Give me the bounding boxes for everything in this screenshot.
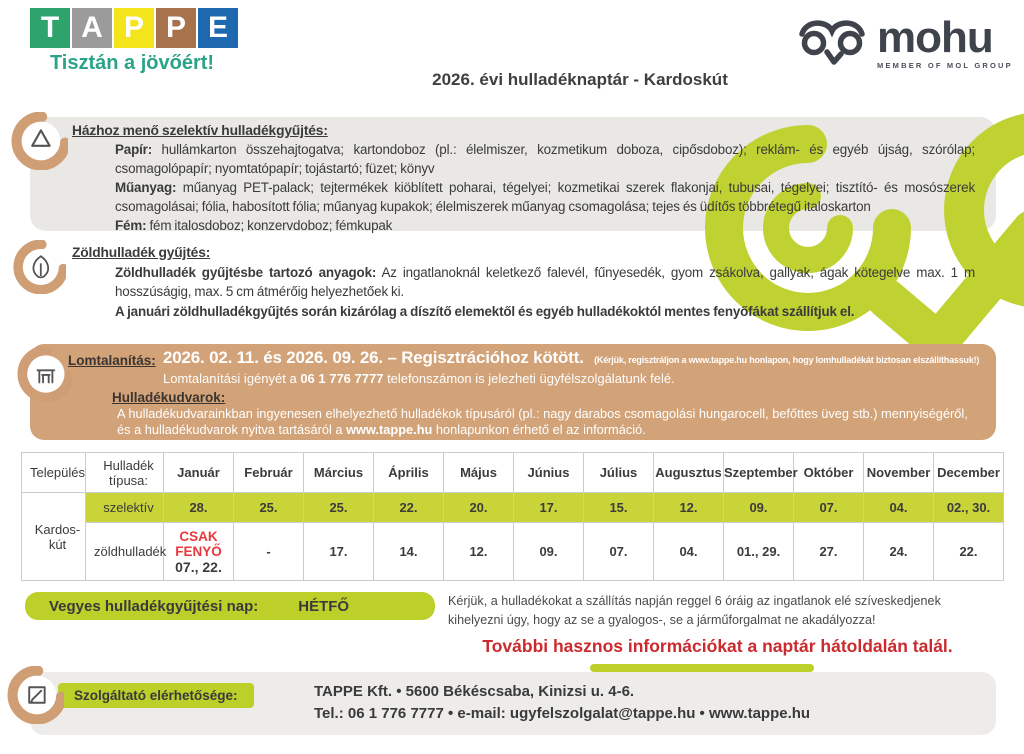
mixed-waste-day: HÉTFŐ — [298, 597, 350, 615]
date-cell: 25. — [234, 493, 304, 523]
table-header-row — [22, 453, 1004, 493]
website-text: www.tappe.hu — [346, 422, 433, 437]
date-cell: 22. — [374, 493, 444, 523]
more-info-text: További hasznos információkat a naptár hátoldalán talál. — [482, 636, 953, 656]
date-cell: 22. — [934, 523, 1004, 581]
recycle-icon — [10, 112, 68, 170]
contact-pencil-icon — [6, 666, 64, 724]
date-cell: 04. — [864, 493, 934, 523]
greenwaste-title: Zöldhulladék gyűjtés: — [72, 245, 211, 260]
bulky-dates: 2026. 02. 11. és 2026. 09. 26. – Regisztrációhoz kötött. — [163, 348, 584, 367]
date-cell: 25. — [304, 493, 374, 523]
yards-label: Hulladékudvarok: — [112, 390, 226, 405]
greenwaste-section — [72, 243, 977, 321]
waste-type-cell: szelektív — [86, 493, 164, 523]
logo-letter-p1: P — [114, 8, 154, 48]
contact-badge — [6, 666, 64, 729]
owl-logo-icon — [797, 16, 867, 71]
date-cell: 12. — [654, 493, 724, 523]
selective-title: Házhoz menő szelektív hulladékgyűjtés: — [72, 123, 328, 138]
month-header: Augusztus — [654, 453, 724, 493]
month-header: Július — [584, 453, 654, 493]
bulky-dates-note: (Kérjük, regisztráljon a www.tappe.hu honlapon, hogy lomhulladékát biztosan elszállíthassuk!) — [594, 355, 980, 365]
mohu-wordmark: mohu — [877, 12, 993, 62]
bulky-label: Lomtalanítás: — [68, 353, 156, 368]
bulky-claim-line: Lomtalanítási igényét a 06 1 776 7777 telefonszámon is jelezheti ügyfélszolgálatunk felé. — [163, 371, 675, 386]
provider-address: TAPPE Kft. • 5600 Békéscsaba, Kinizsi u. 4-6. — [314, 683, 635, 700]
phone-number: 06 1 776 7777 — [300, 371, 384, 386]
mohu-logo — [797, 12, 1013, 71]
selective-row — [22, 493, 1004, 523]
bulky-waste-badge — [16, 346, 72, 407]
placement-notice: Kérjük, a hulladékokat a szállítás napján reggel 6 óráig az ingatlanok elé szíveskedjenek kihelyezni úgy, hogy az se a gyalogos-, se a járműforgalmat ne akadályozza! — [448, 594, 941, 627]
date-cell: 12. — [444, 523, 514, 581]
provider-contacts: Tel.: 06 1 776 7777 • e-mail: ugyfelszolgalat@tappe.hu • www.tappe.hu — [314, 705, 811, 722]
date-cell: 24. — [864, 523, 934, 581]
col-header-settlement: Település — [22, 453, 86, 493]
logo-letter-t: T — [30, 8, 70, 48]
logo-letter-e: E — [198, 8, 238, 48]
selective-section — [72, 121, 977, 235]
green-accent-strip — [590, 664, 814, 672]
date-cell: 17. — [304, 523, 374, 581]
yards-line2: és a hulladékudvarok nyitva tartásáról a www.tappe.hu honlapunkon érhető el az információ. — [117, 422, 646, 437]
month-header: November — [864, 453, 934, 493]
month-header: Szeptember — [724, 453, 794, 493]
date-cell: 02., 30. — [934, 493, 1004, 523]
date-cell: 07. — [584, 523, 654, 581]
mohu-subtitle: MEMBER OF MOL GROUP — [877, 60, 1013, 70]
date-cell: 27. — [794, 523, 864, 581]
date-cell: 14. — [374, 523, 444, 581]
date-cell: 17. — [514, 493, 584, 523]
recycle-badge — [10, 112, 68, 175]
selective-item-metal: Fém: fém italosdoboz; konzervdoboz; fémkupak — [115, 218, 393, 233]
col-header-waste-type: Hulladék típusa: — [86, 453, 164, 493]
month-header: Február — [234, 453, 304, 493]
month-header: Március — [304, 453, 374, 493]
date-cell: 09. — [724, 493, 794, 523]
provider-label: Szolgáltató elérhetősége: — [58, 683, 254, 708]
selective-item-paper: Papír: hullámkarton összehajtogatva; kartondoboz (pl.: élelmiszer, kozmetikum doboza, cipősdoboz); reklám- és egyéb újság, szórólap; csomagolópapír; nyomtatópapír; tojástartó; füzet; könyv — [115, 142, 976, 176]
bulky-waste-icon — [16, 346, 72, 402]
only-pine-note: CSAK FENYŐ — [175, 528, 222, 559]
tappe-logo — [30, 8, 238, 48]
date-cell: - — [234, 523, 304, 581]
date-cell: 15. — [584, 493, 654, 523]
month-header: Június — [514, 453, 584, 493]
waste-type-cell: zöldhulladék — [86, 523, 164, 581]
logo-letter-a: A — [72, 8, 112, 48]
leaf-badge — [12, 240, 66, 299]
tappe-tagline: Tisztán a jövőért! — [49, 52, 215, 74]
bulky-section-panel — [30, 344, 996, 440]
yards-line1: A hulladékudvarainkban ingyenesen elhelyezhető hulladékok típusáról (pl.: nagy darabos csomagolási hungarocell, befőttes üveg stb.) mennyiségéről, — [117, 406, 968, 421]
month-header: Október — [794, 453, 864, 493]
settlement-cell: Kardos- kút — [22, 493, 86, 581]
date-cell: 07. — [794, 493, 864, 523]
date-cell: 09. — [514, 523, 584, 581]
mixed-waste-day-bar — [25, 592, 435, 620]
month-header: Január — [164, 453, 234, 493]
date-cell: 01., 29. — [724, 523, 794, 581]
collection-calendar-table — [21, 452, 1004, 581]
leaf-icon — [12, 240, 66, 294]
date-cell: 20. — [444, 493, 514, 523]
month-header: Május — [444, 453, 514, 493]
selective-item-plastic: Műanyag: műanyag PET-palack; tejtermékek kiöblített poharai, tégelyei; kozmetikai szerek flakonjai, tubusai, tégelyei; tisztító- és mosószerek csomagolásai; fólia, habosított fólia; műanyag kupakok; élelmiszerek műanyag csomagolása; tejes és üdítős többrétegű italoskarton — [115, 180, 975, 214]
logo-letter-p2: P — [156, 8, 196, 48]
mixed-waste-label: Vegyes hulladékgyűjtési nap: — [49, 597, 259, 615]
page-title: 2026. évi hulladéknaptár - Kardoskút — [432, 70, 728, 89]
provider-footer — [30, 672, 996, 735]
greenwaste-materials: Zöldhulladék gyűjtésbe tartozó anyagok: Az ingatlanoknál keletkező falevél, fűnyesedék, gyom zsákolva, gallyak, ágak kötegelve max. 1 m hosszúságig, max. 5 cm átmérőig helyezhetőek ki. — [115, 264, 976, 299]
month-header: December — [934, 453, 1004, 493]
greenwaste-row — [22, 523, 1004, 581]
date-cell: 28. — [164, 493, 234, 523]
month-header: Április — [374, 453, 444, 493]
greenwaste-note: A januári zöldhulladékgyűjtés során kizárólag a díszítő elemektől és egyéb hulladékoktól mentes fenyőfákat szállítjuk el. — [115, 303, 855, 319]
date-cell-january-special: CSAK FENYŐ 07., 22. — [164, 523, 234, 581]
date-cell: 04. — [654, 523, 724, 581]
